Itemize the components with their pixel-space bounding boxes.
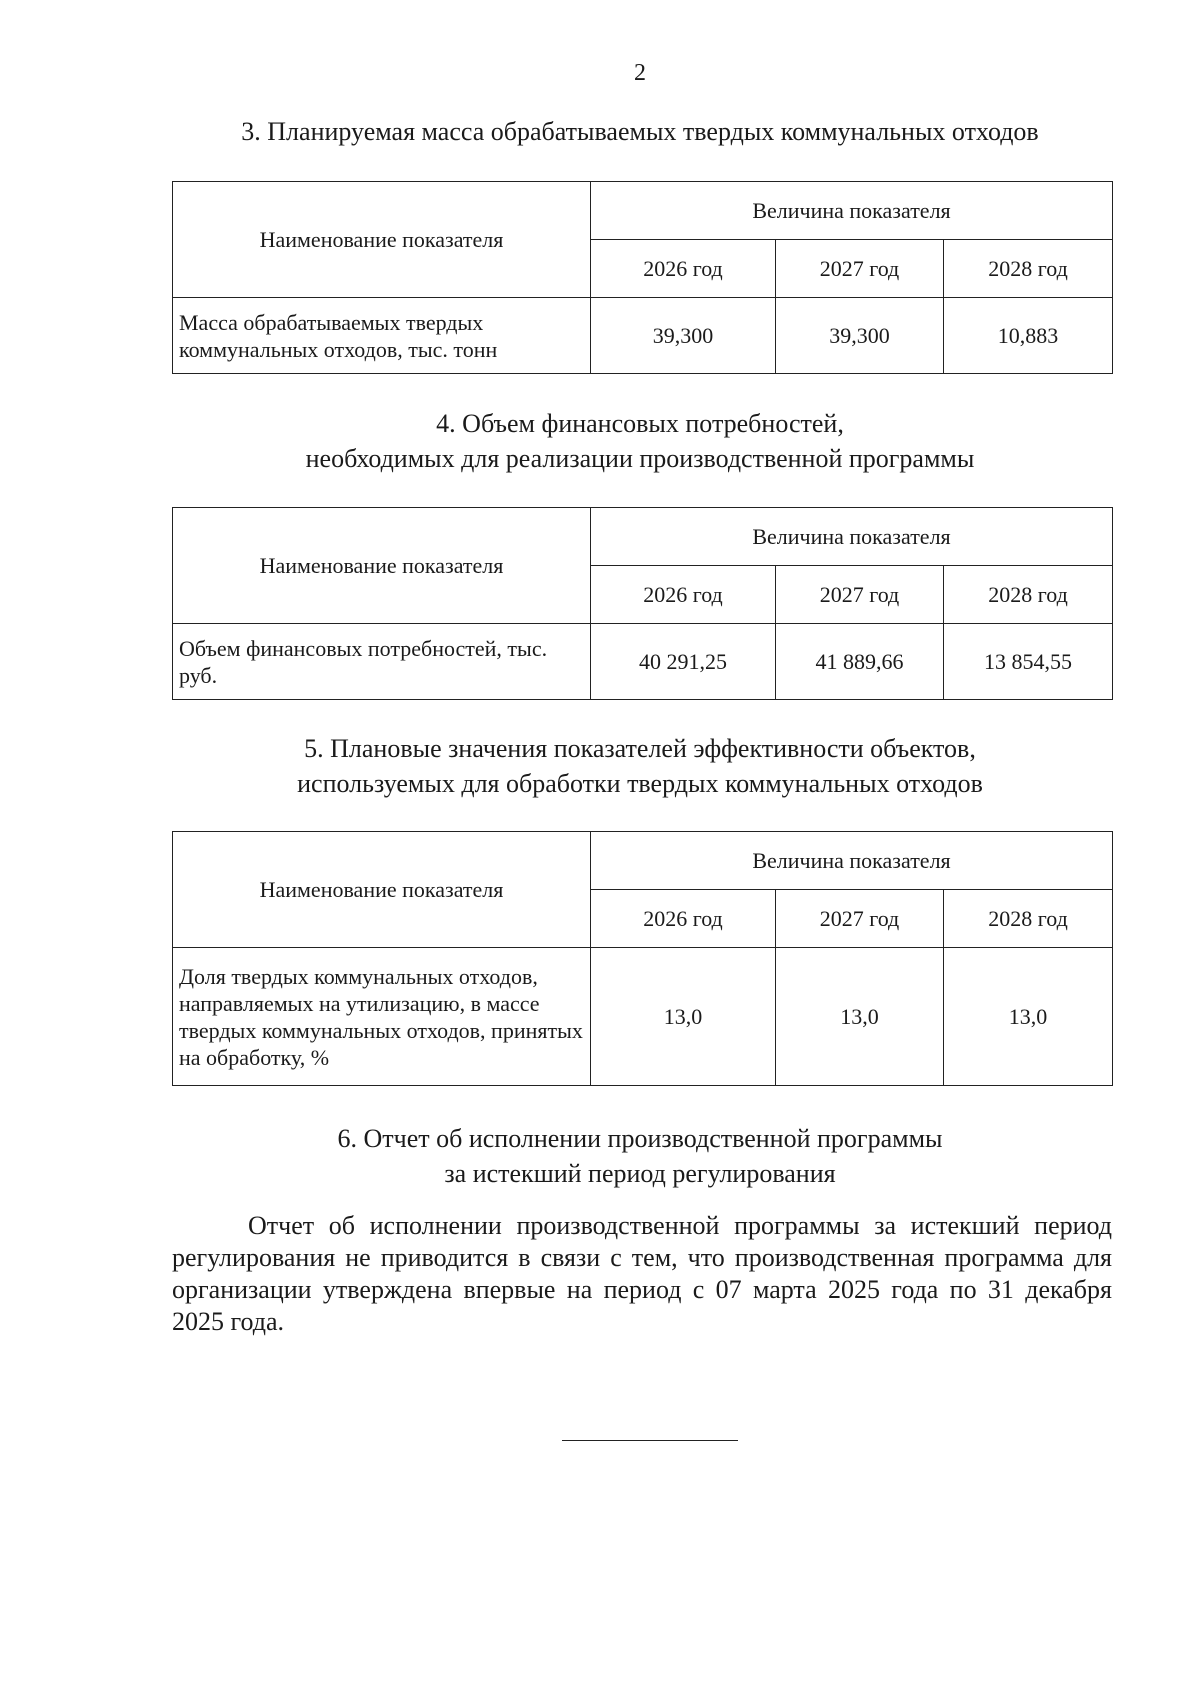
indicator-value: 13 854,55	[944, 624, 1113, 700]
year-header: 2027 год	[776, 240, 944, 298]
section-6-heading-line-2: за истекший период регулирования	[444, 1159, 836, 1188]
page-number: 2	[634, 60, 646, 86]
section-5-heading-line-1: 5. Плановые значения показателей эффективности объектов,	[304, 734, 976, 763]
value-header: Величина показателя	[591, 182, 1113, 240]
section-4-heading-line-2: необходимых для реализации производственной программы	[305, 444, 975, 473]
year-header: 2028 год	[944, 890, 1113, 948]
section-4-heading	[170, 406, 1110, 476]
efficiency-table	[172, 831, 1113, 1086]
value-header: Величина показателя	[591, 832, 1113, 890]
indicator-value: 41 889,66	[776, 624, 944, 700]
finance-table	[172, 507, 1113, 700]
section-5-heading-line-2: используемых для обработки твердых коммунальных отходов	[297, 769, 983, 798]
year-header: 2028 год	[944, 240, 1113, 298]
indicator-value: 13,0	[591, 948, 776, 1086]
indicator-value: 13,0	[776, 948, 944, 1086]
value-header: Величина показателя	[591, 508, 1113, 566]
indicator-name: Объем финансовых потребностей, тыс. руб.	[173, 624, 591, 700]
section-6-heading	[170, 1121, 1110, 1191]
end-divider	[562, 1440, 738, 1441]
indicator-value: 39,300	[776, 298, 944, 374]
name-header: Наименование показателя	[173, 182, 591, 298]
section-6-heading-line-1: 6. Отчет об исполнении производственной программы	[337, 1124, 943, 1153]
name-header: Наименование показателя	[173, 508, 591, 624]
year-header: 2027 год	[776, 566, 944, 624]
report-paragraph: Отчет об исполнении производственной программы за истекший период регулирования не приводится в связи с тем, что производственная программа для организации утверждена впервые на период с 07 марта 2025 года по 31 декабря 2025 года.	[172, 1211, 1112, 1336]
indicator-value: 40 291,25	[591, 624, 776, 700]
indicator-value: 10,883	[944, 298, 1113, 374]
section-3-heading	[170, 114, 1110, 149]
indicator-value: 13,0	[944, 948, 1113, 1086]
section-3-heading-line-1: 3. Планируемая масса обрабатываемых твердых коммунальных отходов	[241, 117, 1039, 146]
year-header: 2026 год	[591, 890, 776, 948]
name-header: Наименование показателя	[173, 832, 591, 948]
indicator-value: 39,300	[591, 298, 776, 374]
mass-table	[172, 181, 1113, 374]
year-header: 2026 год	[591, 566, 776, 624]
indicator-name: Масса обрабатываемых твердых коммунальных отходов, тыс. тонн	[173, 298, 591, 374]
section-5-heading	[170, 731, 1110, 801]
year-header: 2028 год	[944, 566, 1113, 624]
section-4-heading-line-1: 4. Объем финансовых потребностей,	[436, 409, 844, 438]
year-header: 2027 год	[776, 890, 944, 948]
year-header: 2026 год	[591, 240, 776, 298]
indicator-name: Доля твердых коммунальных отходов, направляемых на утилизацию, в массе твердых коммунальных отходов, принятых на обработку, %	[173, 948, 591, 1086]
